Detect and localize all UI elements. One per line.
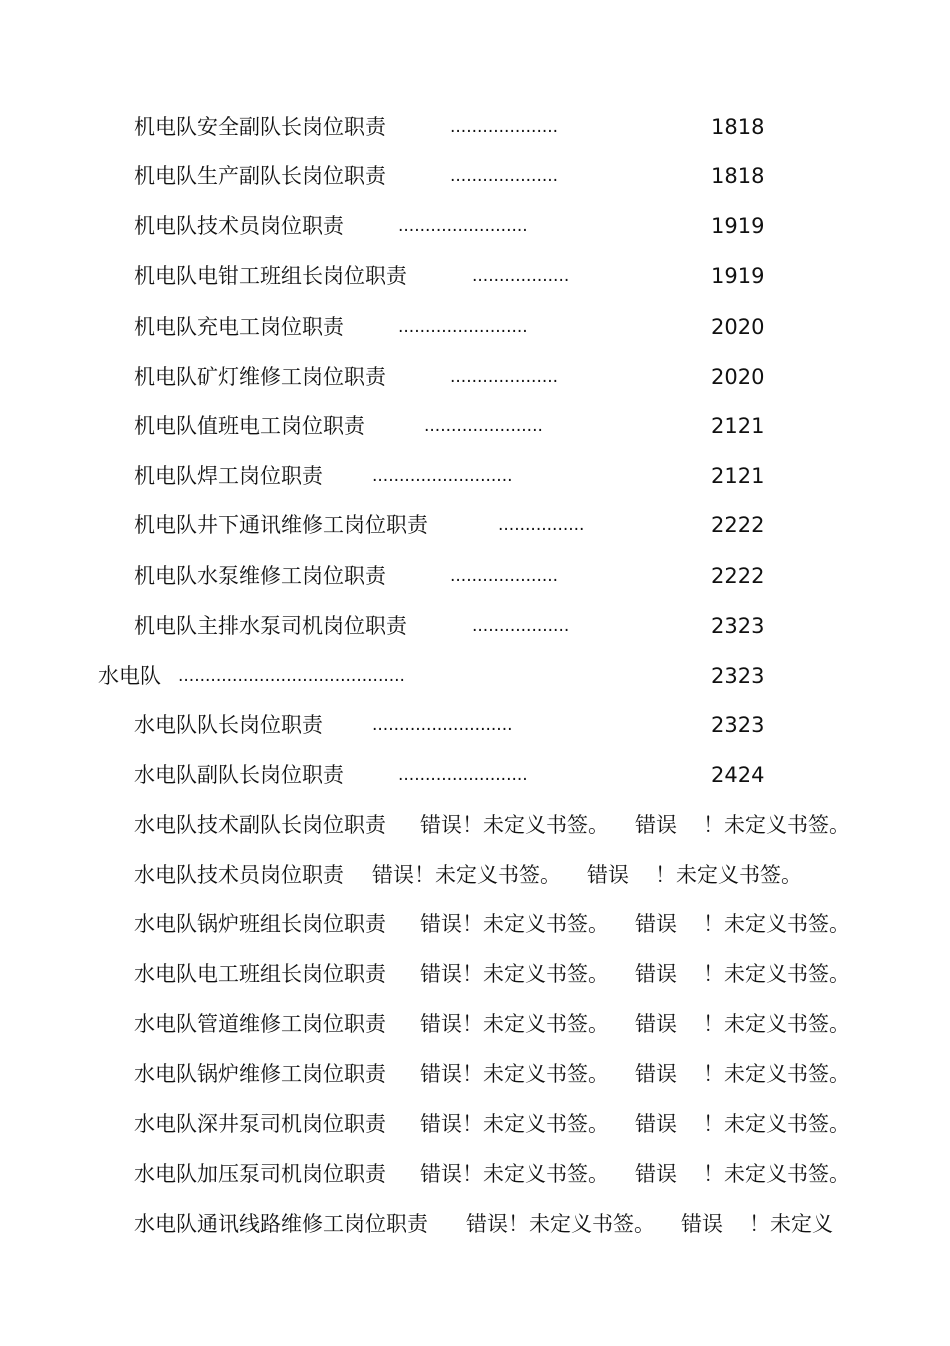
toc-title: 机电队安全副队长岗位职责 [134,115,386,139]
toc-page-number: 2222 [711,513,765,537]
toc-title: 水电队锅炉班组长岗位职责 [134,912,386,936]
bookmark-error: 错误 [635,1062,677,1086]
toc-section-entry[interactable] [98,656,834,696]
toc-title: 机电队充电工岗位职责 [134,315,344,339]
toc-entry[interactable] [134,107,834,147]
bookmark-error: 错误！未定义书签。 [420,1012,609,1036]
toc-page-number: 2121 [711,464,765,488]
bookmark-error: ！未定义书签。 [703,1012,850,1036]
bookmark-error: 错误！未定义书签。 [466,1212,655,1236]
bookmark-error: 错误！未定义书签。 [420,813,609,837]
bookmark-error: 错误 [681,1212,723,1236]
toc-title: 机电队电钳工班组长岗位职责 [134,264,407,288]
bookmark-error: ！未定义书签。 [703,912,850,936]
bookmark-error: 错误 [587,863,629,887]
toc-page-number: 1919 [711,264,765,288]
toc-entry[interactable] [134,256,834,296]
toc-error-entry[interactable] [134,1154,850,1194]
toc-leader: ................ [498,515,585,535]
bookmark-error: 错误 [635,1112,677,1136]
bookmark-error: 错误 [635,1162,677,1186]
toc-error-entry[interactable] [134,954,850,994]
bookmark-error: 错误 [635,962,677,986]
toc-error-entry[interactable] [134,855,802,895]
toc-leader: .................... [450,166,559,186]
toc-leader: .......................... [372,466,513,486]
bookmark-error: ！未定义书签。 [703,813,850,837]
bookmark-error: ！未定义书签。 [703,1112,850,1136]
toc-title: 水电队电工班组长岗位职责 [134,962,386,986]
toc-error-entry[interactable] [134,1054,850,1094]
toc-entry[interactable] [134,307,834,347]
toc-entry[interactable] [134,606,834,646]
toc-entry[interactable] [134,406,834,446]
toc-title: 机电队水泵维修工岗位职责 [134,564,386,588]
toc-entry[interactable] [134,456,834,496]
bookmark-error: 错误 [635,813,677,837]
bookmark-error: 错误！未定义书签。 [420,912,609,936]
toc-title: 机电队值班电工岗位职责 [134,414,365,438]
toc-title: 机电队主排水泵司机岗位职责 [134,614,407,638]
toc-title: 水电队管道维修工岗位职责 [134,1012,386,1036]
toc-page-number: 2323 [711,713,765,737]
toc-leader: .................. [472,266,570,286]
toc-page-number: 2020 [711,365,765,389]
toc-page-number: 2121 [711,414,765,438]
toc-leader: ...................... [424,416,543,436]
toc-page-number: 2424 [711,763,765,787]
toc-entry[interactable] [134,755,834,795]
toc-entry[interactable] [134,206,834,246]
bookmark-error: 错误！未定义书签。 [420,1062,609,1086]
bookmark-error: 错误 [635,1012,677,1036]
toc-title: 水电队 [98,664,161,688]
toc-leader: ........................ [398,765,528,785]
bookmark-error: ！未定义书签。 [703,1062,850,1086]
toc-leader: .......................................... [178,666,405,686]
bookmark-error: 错误！未定义书签。 [420,1162,609,1186]
bookmark-error: ！未定义 [749,1212,833,1236]
bookmark-error: ！未定义书签。 [655,863,802,887]
toc-title: 机电队焊工岗位职责 [134,464,323,488]
bookmark-error: ！未定义书签。 [703,1162,850,1186]
toc-page-number: 1919 [711,214,765,238]
bookmark-error: 错误 [635,912,677,936]
toc-title: 水电队技术副队长岗位职责 [134,813,386,837]
toc-entry[interactable] [134,556,834,596]
toc-error-entry[interactable] [134,1204,833,1244]
bookmark-error: 错误！未定义书签。 [420,962,609,986]
toc-title: 水电队技术员岗位职责 [134,863,344,887]
toc-entry[interactable] [134,156,834,196]
toc-page-number: 2020 [711,315,765,339]
toc-title: 机电队技术员岗位职责 [134,214,344,238]
toc-leader: .................... [450,117,559,137]
bookmark-error: ！未定义书签。 [703,962,850,986]
toc-leader: .................... [450,367,559,387]
toc-page-number: 2222 [711,564,765,588]
toc-title: 水电队副队长岗位职责 [134,763,344,787]
toc-leader: ........................ [398,317,528,337]
toc-page-number: 2323 [711,614,765,638]
toc-title: 机电队矿灯维修工岗位职责 [134,365,386,389]
toc-leader: .................... [450,566,559,586]
toc-page-number: 1818 [711,115,765,139]
toc-title: 机电队生产副队长岗位职责 [134,164,386,188]
toc-entry[interactable] [134,505,834,545]
toc-title: 水电队锅炉维修工岗位职责 [134,1062,386,1086]
toc-leader: ........................ [398,216,528,236]
toc-title: 水电队深井泵司机岗位职责 [134,1112,386,1136]
toc-entry[interactable] [134,357,834,397]
toc-title: 水电队通讯线路维修工岗位职责 [134,1212,428,1236]
toc-leader: .......................... [372,715,513,735]
toc-error-entry[interactable] [134,805,850,845]
toc-entry[interactable] [134,705,834,745]
toc-title: 水电队加压泵司机岗位职责 [134,1162,386,1186]
toc-error-entry[interactable] [134,904,850,944]
toc-page-number: 1818 [711,164,765,188]
toc-title: 水电队队长岗位职责 [134,713,323,737]
bookmark-error: 错误！未定义书签。 [372,863,561,887]
toc-leader: .................. [472,616,570,636]
bookmark-error: 错误！未定义书签。 [420,1112,609,1136]
toc-title: 机电队井下通讯维修工岗位职责 [134,513,428,537]
toc-error-entry[interactable] [134,1104,850,1144]
toc-error-entry[interactable] [134,1004,850,1044]
toc-page-number: 2323 [711,664,765,688]
